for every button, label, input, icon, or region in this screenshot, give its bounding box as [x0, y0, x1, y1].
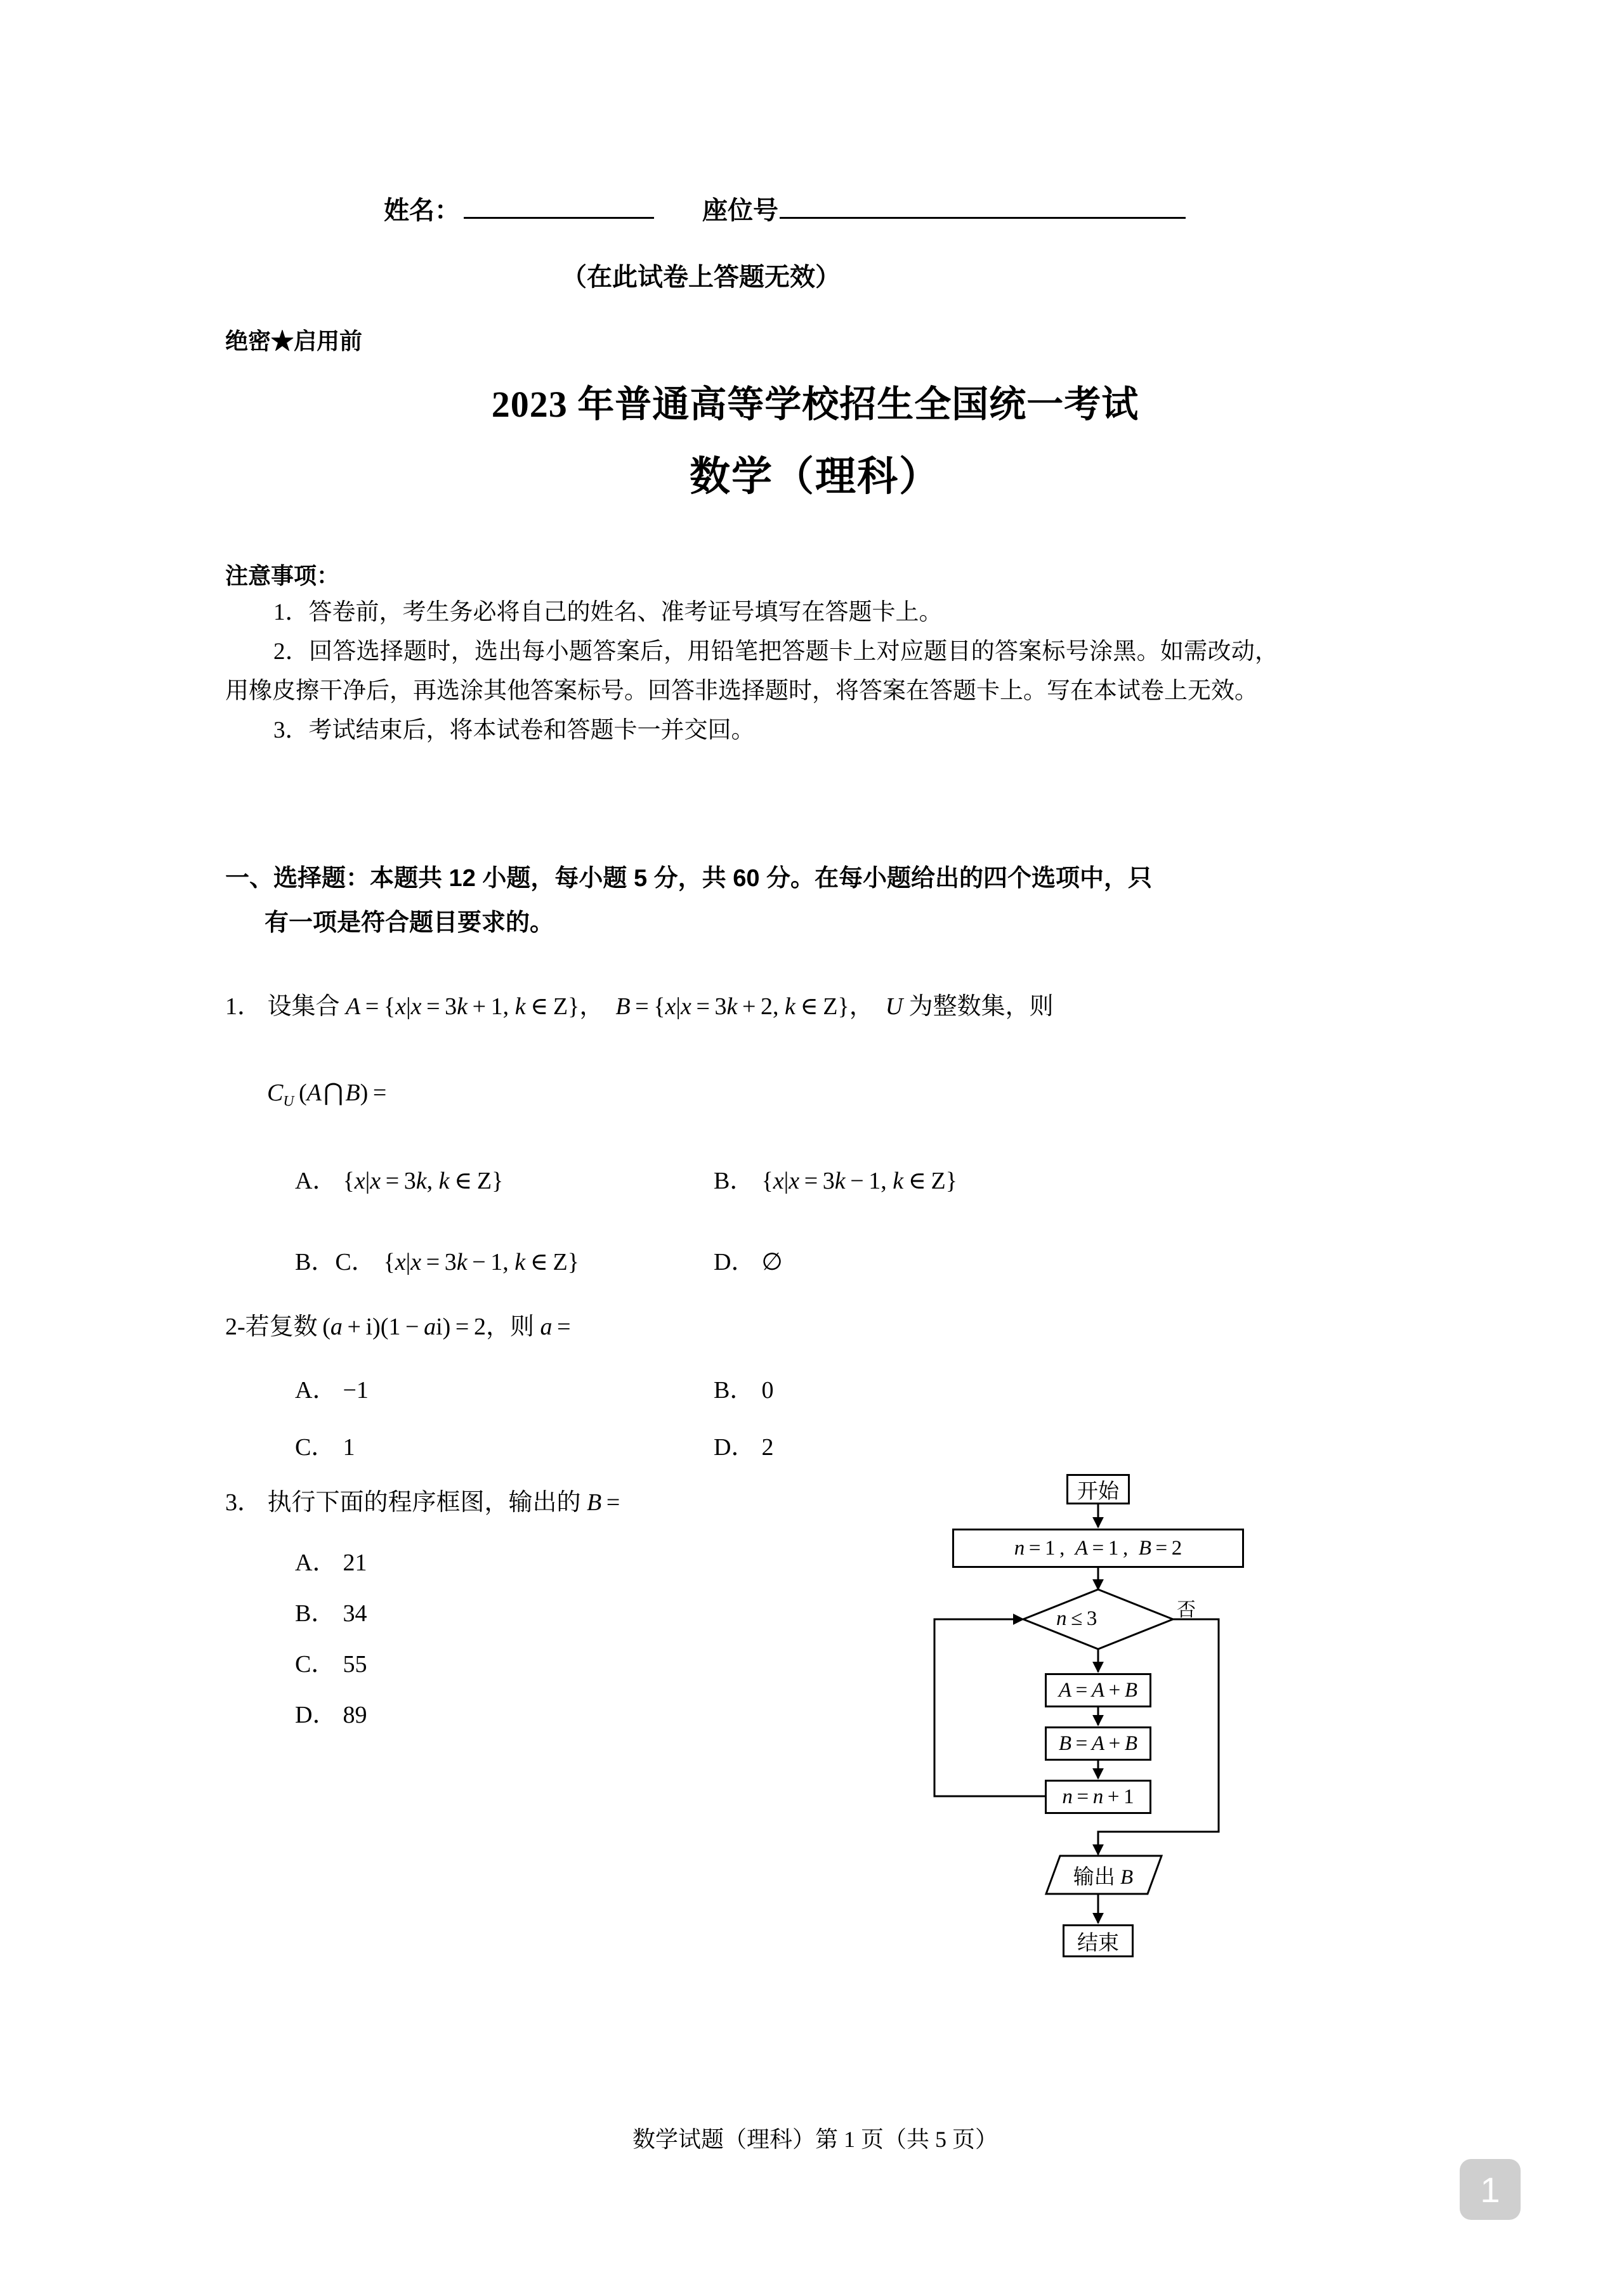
- question-3-stem: [225, 1482, 620, 1517]
- question-1-stem: [225, 986, 1304, 1021]
- page-title: 2023 年普通高等学校招生全国统一考试: [491, 384, 1139, 425]
- question-1-option-c-text: {x|x = 3k − 1, k ∈ Z}: [383, 1249, 579, 1275]
- question-3-option-a[interactable]: [295, 1543, 367, 1577]
- flowchart-start-box: [1066, 1474, 1130, 1504]
- question-2-option-a-text: −1: [343, 1377, 369, 1404]
- question-3-option-b-lead: B．: [295, 1600, 336, 1627]
- question-2-option-a[interactable]: [295, 1370, 714, 1405]
- flowchart-output-label: [1052, 1857, 1154, 1893]
- flowchart-no-branch-label: 否: [1177, 1600, 1196, 1621]
- seat-label: 座位号: [702, 197, 778, 225]
- name-label: 姓名：: [384, 197, 460, 225]
- program-flowchart: [910, 1465, 1240, 1985]
- question-1-option-a-lead: A．: [295, 1168, 337, 1194]
- flowchart-step2-label: B = A + B: [1058, 1732, 1138, 1755]
- top-secret-label: 绝密★启用前: [225, 328, 363, 354]
- flowchart-step1-box: [1045, 1673, 1151, 1707]
- flowchart-end-label: 结束: [1077, 1930, 1119, 1954]
- section-heading-line2: 有一项是符合题目要求的。: [265, 910, 554, 936]
- question-3-option-a-text: 21: [343, 1549, 367, 1576]
- question-2-option-d-lead: D．: [714, 1434, 756, 1461]
- question-3-option-d-text: 89: [343, 1702, 367, 1728]
- page-sheet: [225, 0, 1405, 2296]
- question-2-options-row-2: [295, 1427, 1183, 1462]
- notice-item-3: 3．考试结束后，将本试卷和答题卡一并交回。: [273, 717, 755, 743]
- question-1-number: 1．: [225, 993, 262, 1020]
- question-2-option-c[interactable]: [295, 1427, 714, 1462]
- question-1-options-row-2: [295, 1242, 1183, 1277]
- question-2-option-c-text: 1: [343, 1434, 355, 1461]
- question-2-options-row-1: [295, 1370, 1183, 1405]
- question-2-stem: [225, 1307, 571, 1341]
- notice-heading: 注意事项：: [225, 563, 340, 589]
- question-1-option-d-text: ∅: [761, 1249, 783, 1275]
- flowchart-end-box: [1063, 1924, 1134, 1957]
- question-2-option-d-text: 2: [761, 1434, 774, 1461]
- notice-item-1: 1．答卷前，考生务必将自己的姓名、准考证号填写在答题卡上。: [273, 599, 943, 625]
- question-3-option-c[interactable]: [295, 1644, 367, 1679]
- question-2-option-c-lead: C．: [295, 1434, 336, 1461]
- flowchart-init-box: [952, 1529, 1244, 1568]
- question-1-option-c[interactable]: [295, 1242, 714, 1277]
- name-input-rule[interactable]: [464, 216, 654, 219]
- flowchart-output-text: 输出 B: [1073, 1865, 1134, 1889]
- question-2-option-b-lead: B．: [714, 1377, 754, 1404]
- question-3-option-b-text: 34: [343, 1600, 367, 1627]
- question-2-option-b-text: 0: [761, 1377, 774, 1404]
- section-heading: [225, 856, 1278, 945]
- question-3-text: 执行下面的程序框图，输出的 B =: [267, 1489, 620, 1516]
- question-3-option-d-lead: D．: [295, 1702, 337, 1728]
- flowchart-init-label: n = 1 , A = 1 , B = 2: [1014, 1536, 1182, 1560]
- student-id-line: [384, 190, 1186, 226]
- page-footer: 数学试题（理科）第 1 页（共 5 页）: [632, 2127, 998, 2152]
- subject-title: 数学（理科）: [690, 453, 941, 499]
- question-3-number: 3．: [225, 1489, 262, 1516]
- question-2-number: 2-: [225, 1314, 246, 1340]
- question-3-option-d[interactable]: [295, 1695, 367, 1730]
- flowchart-decision-label: n ≤ 3: [1056, 1607, 1097, 1630]
- question-3-option-c-text: 55: [343, 1651, 367, 1678]
- question-1-option-d[interactable]: [714, 1242, 1132, 1277]
- question-1-options-row-1: [295, 1161, 1183, 1196]
- question-1-option-d-lead: D．: [714, 1249, 756, 1275]
- question-1-option-b[interactable]: [714, 1161, 1132, 1196]
- question-1-formula: $C_U$ (A ⋂ B) =: [267, 1080, 387, 1110]
- question-3-option-a-lead: A．: [295, 1549, 337, 1576]
- invalid-answer-notice: （在此试卷上答题无效）: [561, 263, 841, 291]
- question-1-option-a-text: {x|x = 3k, k ∈ Z}: [343, 1168, 504, 1194]
- question-1-option-c-lead: B．C．: [295, 1249, 376, 1275]
- notice-item-2: 2．回答选择题时，选出每小题答案后，用铅笔把答题卡上对应题目的答案标号涂黑。如需改动，用橡皮擦干净后，再选涂其他答案标号。回答非选择题时，将答案在答题卡上。写在本试卷上无效。: [225, 639, 1278, 704]
- flowchart-step3-box: [1045, 1780, 1151, 1814]
- question-2-text: 若复数 (a + i)(1 − ai) = 2，则 a =: [245, 1314, 571, 1340]
- question-1-text: 设集合 A = {x|x = 3k + 1, k ∈ Z}， B = {x|x = 3k + 2, k ∈ Z}， U 为整数集，则: [267, 993, 1054, 1020]
- question-1-option-b-text: {x|x = 3k − 1, k ∈ Z}: [761, 1168, 957, 1194]
- question-1-option-a[interactable]: [295, 1161, 714, 1196]
- flowchart-step1-label: A = A + B: [1058, 1678, 1138, 1702]
- flowchart-step2-box: [1045, 1726, 1151, 1761]
- seat-input-rule[interactable]: [780, 216, 1186, 219]
- question-2-option-b[interactable]: [714, 1370, 1132, 1405]
- notice-body: [225, 593, 1278, 750]
- question-3-option-c-lead: C．: [295, 1651, 336, 1678]
- question-2-option-a-lead: A．: [295, 1377, 337, 1404]
- question-1-option-b-lead: B．: [714, 1168, 754, 1194]
- question-3-option-b[interactable]: [295, 1593, 367, 1628]
- section-heading-line1: 一、选择题：本题共 12 小题，每小题 5 分，共 60 分。在每小题给出的四个选项中，只: [225, 865, 1153, 892]
- flowchart-start-label: 开始: [1077, 1478, 1119, 1503]
- page-number-badge: 1: [1460, 2159, 1521, 2220]
- question-2-option-d[interactable]: [714, 1427, 1132, 1462]
- flowchart-step3-label: n = n + 1: [1062, 1785, 1134, 1808]
